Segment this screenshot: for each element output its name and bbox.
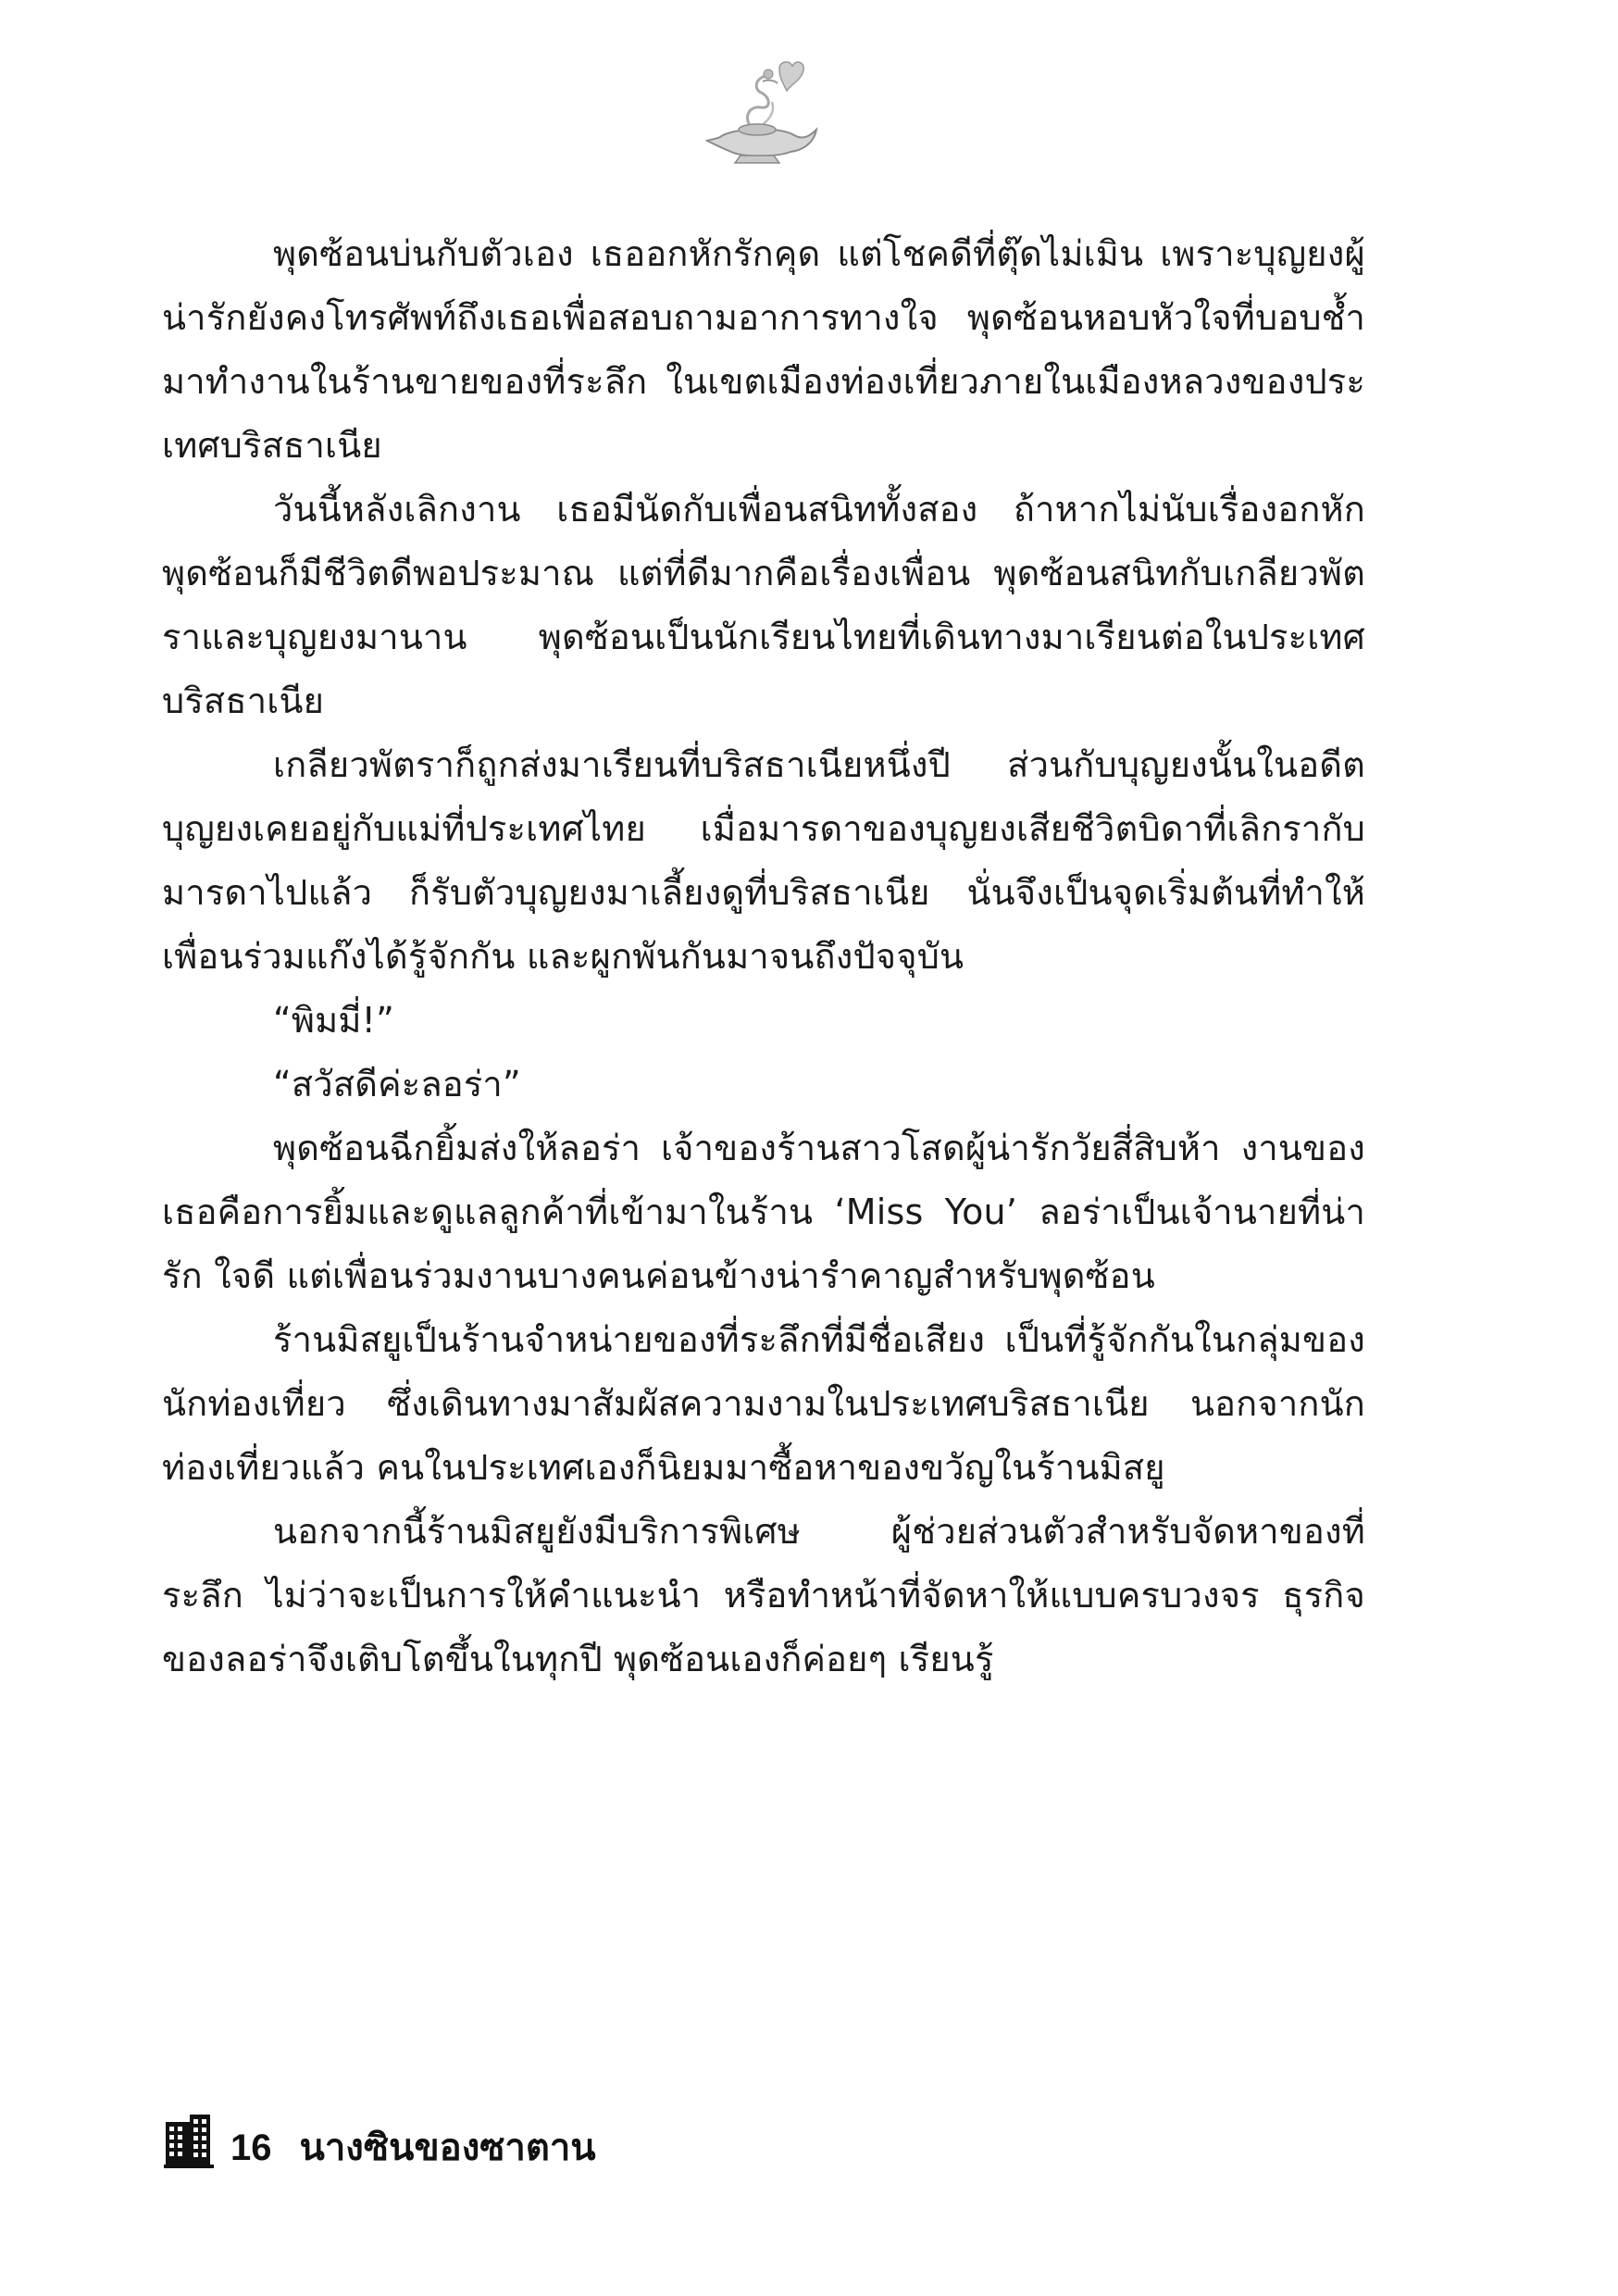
- building-icon: [162, 2113, 216, 2168]
- dialogue-line: “พิมมี่!”: [273, 1000, 394, 1041]
- page-footer: [162, 2113, 596, 2168]
- paragraph: เกลียวพัตราก็ถูกส่งมาเรียนที่บริสธาเนียหนึ่งปี ส่วนกับบุญยงนั้นในอดีตบุญยงเคยอยู่กับแม่ที่ประเทศไทย เมื่อมารดาของบุญยงเสียชีวิตบิดาที่เลิกรากับมารดาไปแล้ว ก็รับตัวบุญยงมาเลี้ยงดูที่บริสธาเนีย นั่นจึงเป็นจุดเริ่มต้นที่ทำให้เพื่อนร่วมแก๊งได้รู้จักกัน และผูกพันกันมาจนถึงปัจจุบัน: [162, 744, 1365, 977]
- paragraph: วันนี้หลังเลิกงาน เธอมีนัดกับเพื่อนสนิททั้งสอง ถ้าหากไม่นับเรื่องอกหัก พุดซ้อนก็มีชีวิตดีพอประมาณ แต่ที่ดีมากคือเรื่องเพื่อน พุดซ้อนสนิทกับเกลียวพัตราและบุญยงมานาน พุดซ้อนเป็นนักเรียนไทยที่เดินทางมาเรียนต่อในประเทศบริสธาเนีย: [162, 489, 1365, 721]
- paragraph: นอกจากนี้ร้านมิสยูยังมีบริการพิเศษ ผู้ช่วยส่วนตัวสำหรับจัดหาของที่ระลึก ไม่ว่าจะเป็นการให้คำแนะนำ หรือทำหน้าที่จัดหาให้แบบครบวงจร ธุรกิจของลอร่าจึงเติบโตขึ้นในทุกปี พุดซ้อนเองก็ค่อยๆ เรียนรู้: [162, 1511, 1365, 1679]
- paragraph: พุดซ้อนบ่นกับตัวเอง เธออกหักรักคุด แต่โชคดีที่ตุ๊ดไม่เมิน เพราะบุญยงผู้น่ารักยังคงโทรศัพท์ถึงเธอเพื่อสอบถามอาการทางใจ พุดซ้อนหอบหัวใจที่บอบช้ำมาทำงานในร้านขายของที่ระลึก ในเขตเมืองท่องเที่ยวภายในเมืองหลวงของประเทศบริสธาเนีย: [162, 233, 1365, 466]
- page-number: 16: [230, 2128, 272, 2168]
- paragraph: ร้านมิสยูเป็นร้านจำหน่ายของที่ระลึกที่มีชื่อเสียง เป็นที่รู้จักกันในกลุ่มของนักท่องเที่ยว ซึ่งเดินทางมาสัมผัสความงามในประเทศบริสธาเนีย นอกจากนักท่องเที่ยวแล้ว คนในประเทศเองก็นิยมมาซื้อหาของขวัญในร้านมิสยู: [162, 1319, 1365, 1488]
- body-text: [162, 222, 1365, 1691]
- paragraph: พุดซ้อนฉีกยิ้มส่งให้ลอร่า เจ้าของร้านสาวโสดผู้น่ารักวัยสี่สิบห้า งานของเธอคือการยิ้มและดูแลลูกค้าที่เข้ามาในร้าน ‘Miss You’ ลอร่าเป็นเจ้านายที่น่ารัก ใจดี แต่เพื่อนร่วมงานบางคนค่อนข้างน่ารำคาญสำหรับพุดซ้อน: [162, 1128, 1365, 1296]
- lamp-genie-icon: [694, 56, 824, 167]
- book-title: นางซินของซาตาน: [299, 2127, 596, 2169]
- dialogue-line: “สวัสดีค่ะลอร่า”: [273, 1064, 521, 1104]
